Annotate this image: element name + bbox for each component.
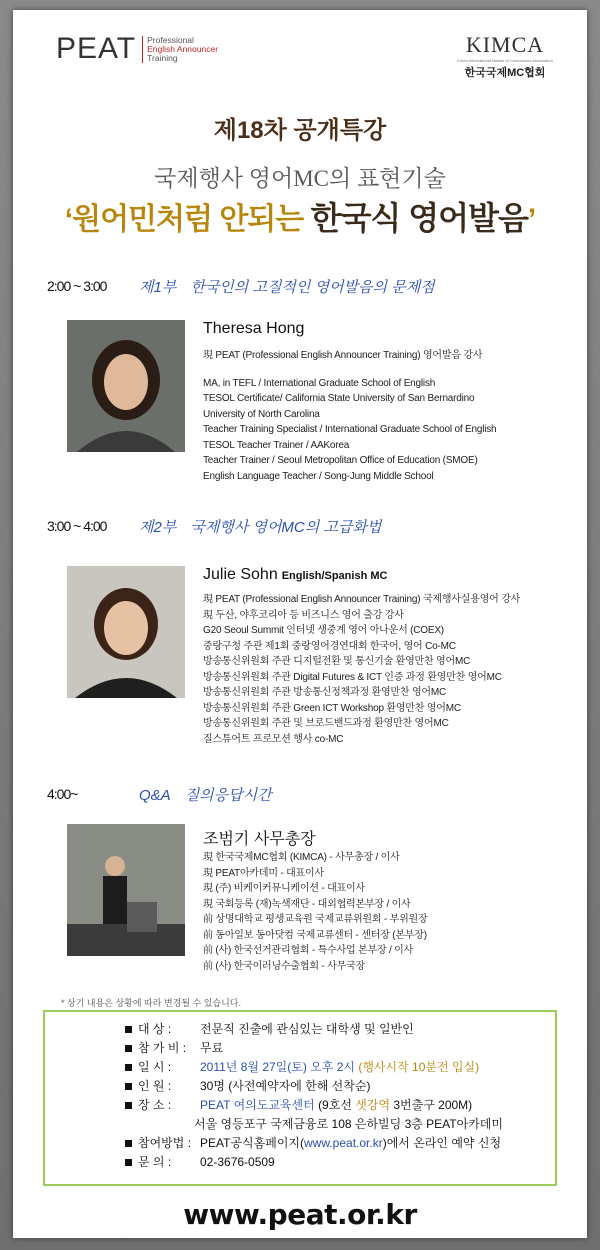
bio-line: Teacher Training Specialist / International Graduate School of English — [203, 424, 497, 435]
bio-line: English Language Teacher / Song-Jung Middle School — [203, 470, 434, 482]
bio-line: Teacher Trainer / Seoul Metropolitan Office of Education (SMOE) — [203, 455, 478, 466]
bio-line: University of North Carolina — [203, 408, 320, 420]
peat-logo-word: PEAT — [56, 32, 137, 65]
bio-line: 방송통신위원회 주관 Green ICT Workshop 환영만찬 영어MC — [203, 702, 461, 714]
info-date — [125, 1058, 479, 1075]
portrait-icon — [67, 566, 185, 698]
info-route: (9호선 — [318, 1098, 356, 1112]
homepage-link[interactable]: www.peat.or.kr — [304, 1136, 383, 1150]
speaker-photo-jo — [67, 824, 185, 956]
kimca-logo-word: KIMCA — [465, 32, 545, 57]
bio-line: 現 국회등록 (재)녹색재단 - 대외협력본부장 / 이사 — [203, 898, 411, 910]
info-value: 02-3676-0509 — [200, 1155, 275, 1169]
square-bullet-icon — [125, 1045, 132, 1052]
peat-sub-line: English Announcer — [147, 43, 219, 54]
info-label: 일 시 : — [138, 1060, 172, 1074]
speaker-photo-julie — [67, 566, 185, 698]
peat-sub-line: Professional — [147, 34, 194, 45]
session-2-time: 3:00 ~ 4:00 — [47, 518, 107, 534]
info-place — [125, 1096, 472, 1113]
info-date-note: (행사시작 10분전 입실) — [358, 1060, 480, 1074]
speaker-name-3: 조범기 사무총장 — [203, 831, 316, 848]
poster — [13, 10, 587, 1238]
bio-line: 現 두산, 야후코리아 등 비즈니스 영어 출강 강사 — [203, 609, 404, 621]
portrait-icon — [67, 320, 185, 452]
info-label: 인 원 : — [138, 1079, 172, 1093]
bio-line: 중랑구청 주관 제1회 중랑영어경연대회 한국어, 영어 Co-MC — [203, 640, 456, 652]
main-title-lead: ‘원어민처럼 안되는 — [64, 203, 311, 236]
bio-line: 질스튜어트 프로모션 행사 co-MC — [203, 733, 344, 745]
square-bullet-icon — [125, 1083, 132, 1090]
session-2-topic: 국제행사 영어MC의 고급화법 — [190, 519, 382, 536]
info-route: 3번출구 200M) — [390, 1098, 473, 1112]
bio-line: 現 PEAT아카데미 - 대표이사 — [203, 867, 324, 879]
info-value: )에서 온라인 예약 신청 — [382, 1136, 502, 1150]
bio-line: G20 Seoul Summit 인터넷 생중계 영어 아나운서 (COEX) — [203, 625, 444, 636]
session-3-topic: 질의응답시간 — [184, 787, 272, 804]
bio-line: TESOL Teacher Trainer / AAKorea — [203, 439, 350, 451]
info-place-value: PEAT 여의도교육센터 — [200, 1098, 315, 1112]
square-bullet-icon — [125, 1102, 132, 1109]
main-title-tail: ’ — [527, 203, 536, 236]
kimca-logo-tagline: Korea International Master of Ceremonies Association — [457, 58, 553, 63]
speaker-name-1: Theresa Hong — [203, 320, 305, 337]
speaker-role-2: English/Spanish MC — [281, 570, 388, 582]
info-label: 참 가 비 : — [138, 1041, 187, 1055]
bio-line: 現 (주) 비케이커뮤니케이션 - 대표이사 — [203, 883, 365, 894]
session-3-heading — [139, 784, 272, 805]
info-label: 문 의 : — [138, 1155, 172, 1169]
session-1-topic: 한국인의 고질적인 영어발음의 문제점 — [190, 279, 435, 296]
kimca-logo — [450, 32, 560, 80]
session-1-part: 제1부 — [139, 279, 177, 296]
square-bullet-icon — [125, 1140, 132, 1147]
info-value: 전문직 진출에 관심있는 대학생 및 일반인 — [200, 1022, 414, 1036]
session-2-part: 제2부 — [139, 519, 177, 536]
bio-line: 방송통신위원회 주관 및 브로드밴드과정 환영만찬 영어MC — [203, 718, 449, 729]
bio-line: 現 한국국제MC협회 (KIMCA) - 사무총장 / 이사 — [203, 852, 400, 863]
main-title-strong: 한국식 영어발음 — [310, 200, 528, 236]
peat-logo — [56, 32, 218, 66]
kimca-korean-name: 한국국제MC협회 — [464, 67, 546, 79]
lecture-main-title — [13, 193, 587, 239]
session-3-part: Q&A — [139, 787, 171, 804]
event-info-box — [43, 1010, 557, 1186]
info-target — [125, 1020, 414, 1037]
info-date-value: 2011년 8월 27일(토) 오후 2시 — [200, 1060, 355, 1074]
session-2-heading — [139, 516, 381, 537]
square-bullet-icon — [125, 1026, 132, 1033]
info-address: 서울 영등포구 국제금융로 108 은하빌딩 3층 PEAT아카데미 — [194, 1117, 503, 1131]
bio-line: 前 (사) 한국이러닝수출협회 - 사무국장 — [203, 960, 365, 972]
bio-line: TESOL Certificate/ California State University of San Bernardino — [203, 393, 475, 404]
info-fee — [125, 1039, 223, 1056]
bio-line: 前 (사) 한국선거관리협회 - 특수사업 본부장 / 이사 — [203, 945, 414, 956]
square-bullet-icon — [125, 1064, 132, 1071]
speaker-bio-1 — [203, 348, 496, 484]
bio-line: 前 동아일보 동아닷컴 국제교류센터 - 센터장 (본부장) — [203, 929, 427, 941]
lecture-subtitle: 국제행사 영어MC의 표현기술 — [154, 166, 446, 191]
speaker-photo-theresa — [67, 320, 185, 452]
info-label: 참여방법 : — [138, 1136, 192, 1150]
bio-line: 방송통신위원회 주관 디지털전환 및 통신기술 환영만찬 영어MC — [203, 656, 471, 667]
speaker-bio-3 — [203, 850, 427, 974]
bio-line — [203, 364, 496, 376]
session-1-heading — [139, 276, 435, 297]
lecture-photo-icon — [67, 824, 185, 956]
bio-line: 방송통신위원회 주관 Digital Futures & ICT 인증 과정 환영만찬 영어MC — [203, 671, 502, 683]
speaker-name-2-text: Julie Sohn — [203, 566, 278, 583]
info-label: 장 소 : — [138, 1098, 172, 1112]
bio-line: 現 PEAT (Professional English Announcer Training) 영어발음 강사 — [203, 350, 483, 361]
session-1-time: 2:00 ~ 3:00 — [47, 278, 107, 294]
square-bullet-icon — [125, 1159, 132, 1166]
info-value: 무료 — [200, 1041, 224, 1055]
bio-line: 방송통신위원회 주관 방송통신정책과정 환영만찬 영어MC — [203, 687, 447, 698]
peat-sub-line: Training — [147, 52, 178, 63]
info-apply — [125, 1134, 501, 1151]
info-station: 샛강역 — [355, 1098, 391, 1112]
series-title: 제18차 공개특강 — [213, 117, 387, 144]
info-label: 대 상 : — [138, 1022, 172, 1036]
info-value: 30명 (사전예약자에 한해 선착순) — [200, 1079, 371, 1093]
bio-line: 現 PEAT (Professional English Announcer Training) 국제행사실용영어 강사 — [203, 594, 521, 605]
bio-line: 前 상명대학교 평생교육원 국제교류위원회 - 부위원장 — [203, 914, 428, 925]
info-people — [125, 1077, 370, 1094]
change-notice: * 상기 내용은 상황에 따라 변경될 수 있습니다. — [61, 998, 241, 1008]
session-3-time: 4:00~ — [47, 786, 78, 802]
peat-logo-subtitle — [142, 36, 218, 63]
info-contact — [125, 1153, 275, 1170]
bio-line: MA, in TEFL / International Graduate School of English — [203, 377, 436, 389]
speaker-bio-2 — [203, 592, 520, 747]
info-value: PEAT공식홈페이지( — [200, 1136, 304, 1150]
website-url[interactable]: www.peat.or.kr — [183, 1198, 417, 1231]
speaker-name-2 — [203, 566, 387, 584]
